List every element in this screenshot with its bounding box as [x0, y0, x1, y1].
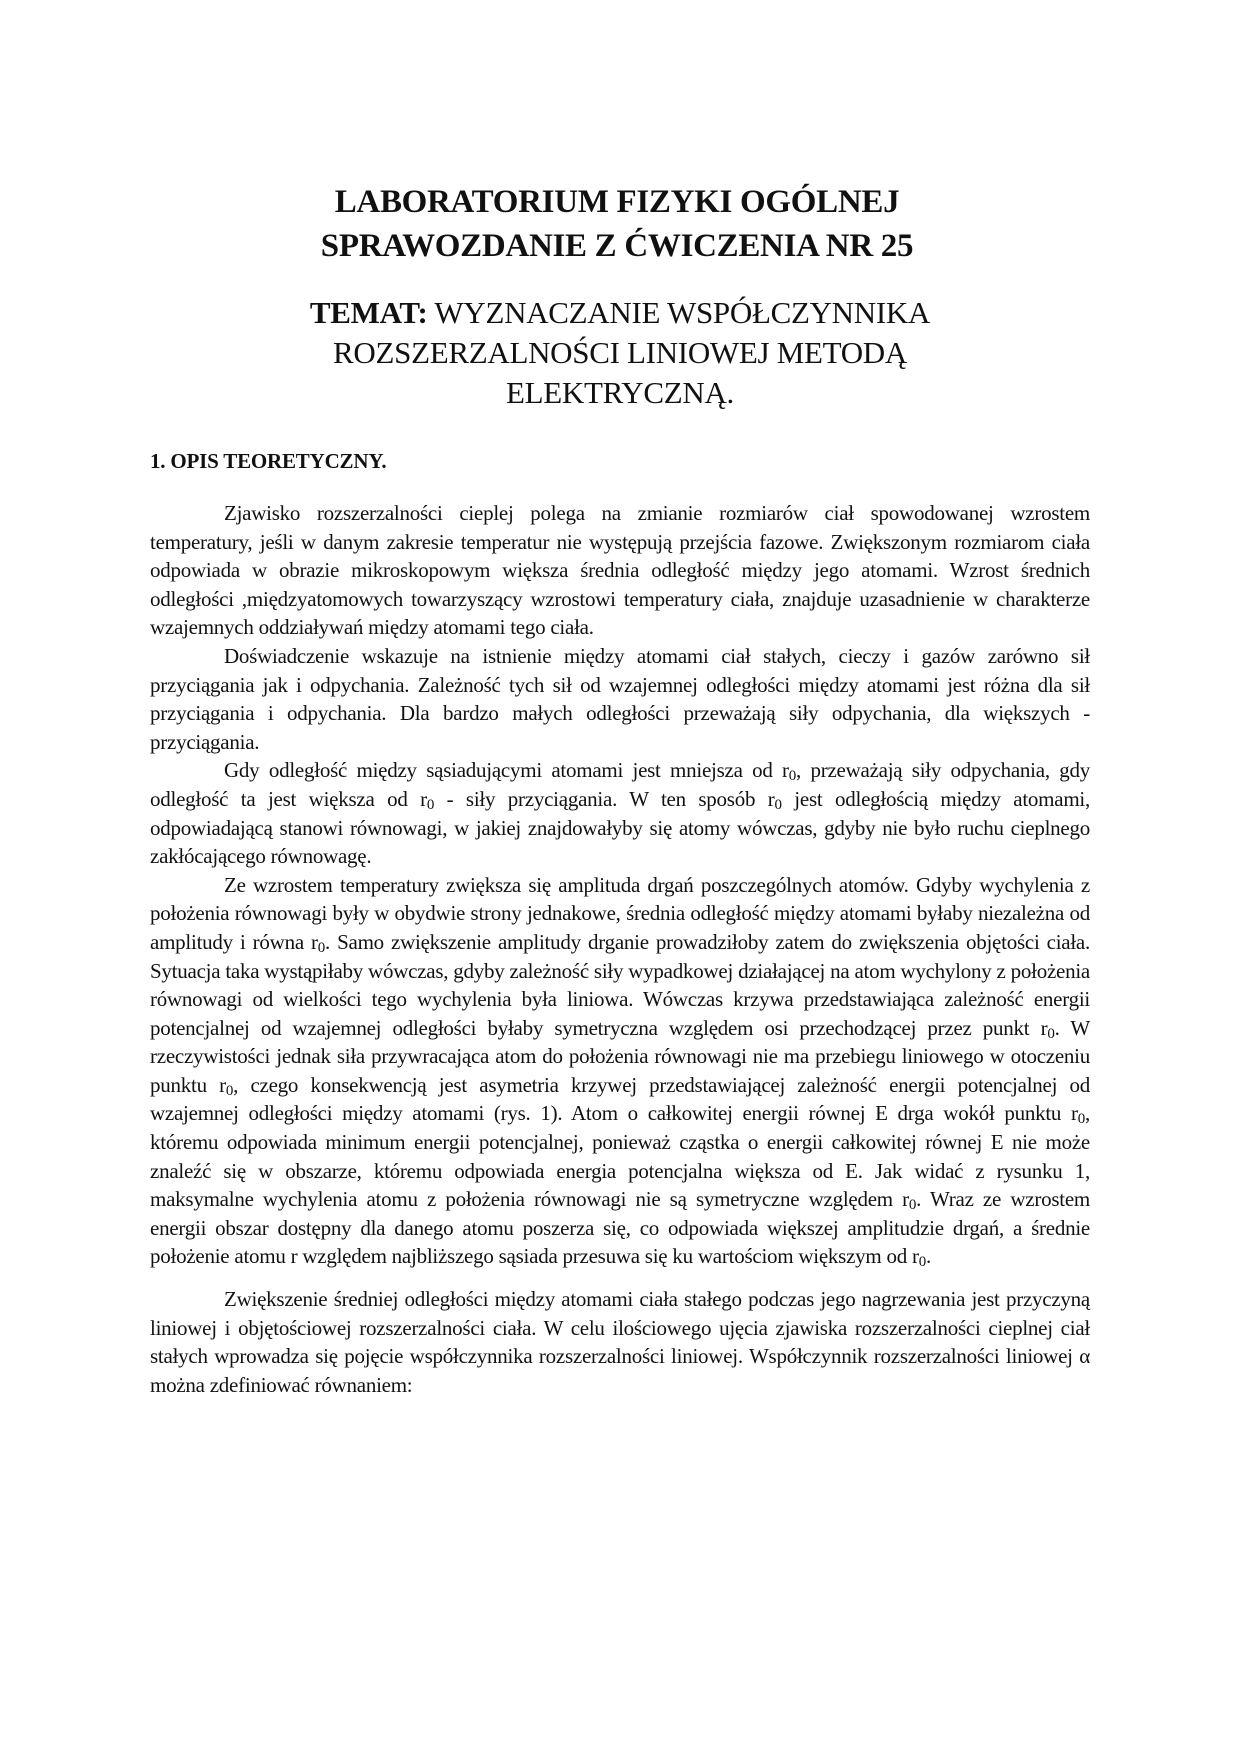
paragraph-4-part-a: Ze wzrostem temperatury zwiększa się amplituda drgań poszczególnych atomów. Gdyby wychylenia z położenia równowagi były w obydwie strony jednakowe, średnia odległość między atomami byłaby niezależna od amplitudy i równa r [150, 872, 1090, 954]
r0-subscript: 0 [918, 1254, 927, 1271]
r0-subscript: 0 [1047, 1025, 1055, 1042]
body-text [150, 499, 1090, 1399]
title-line-2: SPRAWOZDANIE Z ĆWICZENIA NR 25 [320, 228, 914, 264]
paragraph-4-part-f: . Wraz ze wzrostem energii obszar dostępny dla danego atomu poszerza się, co odpowiada większej amplitudzie drgań, a średnie położenie atomu r względem najbliższego sąsiada przesuwa się ku wartościom większym od r [150, 1187, 1090, 1269]
paragraph-3-part-d: jest odległością między atomami, odpowiadającą stanowi równowagi, w jakiej znajdowałyby się atomy wówczas, gdyby nie było ruchu cieplnego zakłócającego równowagę. [150, 786, 1090, 869]
r0-subscript: 0 [1077, 1111, 1085, 1128]
title-line-1: LABORATORIUM FIZYKI OGÓLNEJ [334, 184, 900, 220]
section-heading: 1. OPIS TEORETYCZNY. [150, 449, 387, 473]
paragraph-5: Zwiększenie średniej odległości między atomami ciała stałego podczas jego nagrzewania jest przyczyną liniowej i objętościowej rozszerzalności ciała. W celu ilościowego ujęcia zjawiska rozszerzalności cieplnej ciał stałych wprowadza się pojęcie współczynnika rozszerzalności liniowej. Współczynnik rozszerzalności liniowej α można zdefiniować równaniem: [150, 1287, 1090, 1397]
r0-subscript: 0 [225, 1082, 234, 1099]
document-page [150, 180, 1090, 1399]
subject-line-1 [150, 293, 1090, 333]
paragraph-1: Zjawisko rozszerzalności cieplej polega na zmianie rozmiarów ciał spowodowanej wzrostem temperatury, jeśli w danym zakresie temperatur nie występują przejścia fazowe. Zwiększonym rozmiarom ciała odpowiada w obrazie mikroskopowym większa średnia odległość między jego atomami. Wzrost średnich odległości ,międzyatomowych towarzyszący wzrostowi temperatury ciała, znajduje uzasadnienie w charakterze wzajemnych oddziaływań między atomami tego ciała. [150, 501, 1090, 640]
paragraph-2: Doświadczenie wskazuje na istnienie między atomami ciał stałych, cieczy i gazów zarówno sił przyciągania jak i odpychania. Zależność tych sił od wzajemnej odległości między atomami jest różna dla sił przyciągania i odpychania. Dla bardzo małych odległości przeważają siły odpychania, dla większych - przyciągania. [150, 643, 1090, 754]
paragraph-4-part-g: . [926, 1244, 932, 1269]
subject-line-2: ROZSZERZALNOŚCI LINIOWEJ METODĄ [333, 335, 907, 370]
paragraph-4-part-b: . Samo zwiększenie amplitudy drganie prowadziłoby zatem do zwiększenia objętości ciała. Sytuacja taka wystąpiłaby wówczas, gdyby zależność siły wypadkowej działającej na atom wychylony z położenia równowagi od wielkości tego wychylenia była liniowa. Wówczas krzywa przedstawiająca zależność energii potencjalnej od wzajemnej odległości byłaby symetryczna względem osi przechodzącej przez punkt r [150, 929, 1091, 1040]
subject-line-1-text: WYZNACZANIE WSPÓŁCZYNNIKA [427, 295, 931, 330]
document-title [144, 180, 1090, 268]
r0-subscript: 0 [788, 768, 797, 785]
paragraph-3 [150, 756, 1090, 870]
subject-line-3: ELEKTRYCZNĄ. [505, 375, 735, 410]
paragraph-4-part-e: , któremu odpowiada minimum energii potencjalnej, ponieważ cząstka o energii całkowitej równej E nie może znaleźć się w obszarze, któremu odpowiada energia potencjalna większa od E. Jak widać z rysunku 1, maksymalne wychylenia atomu z położenia równowagi nie są symetryczne względem r [150, 1101, 1090, 1212]
paragraph-3-part-a: Gdy odległość między sąsiadującymi atomami jest mniejsza od r [224, 758, 789, 783]
paragraph-4 [150, 871, 1090, 1271]
paragraph-4-part-d: , czego konsekwencją jest asymetria krzywej przedstawiającej zależność energii potencjalnej od wzajemnej odległości między atomami (rys. 1). Atom o całkowitej energii równej E drga wokół punktu r [150, 1072, 1091, 1126]
r0-subscript: 0 [774, 796, 782, 813]
subject-label: TEMAT: [309, 295, 428, 330]
paragraph-3-part-c: - siły przyciągania. W ten sposób r [434, 786, 775, 811]
document-subject [150, 293, 1090, 413]
r0-subscript: 0 [317, 939, 325, 956]
r0-subscript: 0 [426, 796, 435, 813]
r0-subscript: 0 [908, 1197, 917, 1214]
paragraph-4-part-c: . W rzeczywistości jednak siła przywracająca atom do położenia równowagi nie ma przebiegu liniowego w otoczeniu punktu r [150, 1015, 1090, 1097]
paragraph-3-part-b: , przeważają siły odpychania, gdy odległość ta jest większa od r [150, 758, 1090, 811]
